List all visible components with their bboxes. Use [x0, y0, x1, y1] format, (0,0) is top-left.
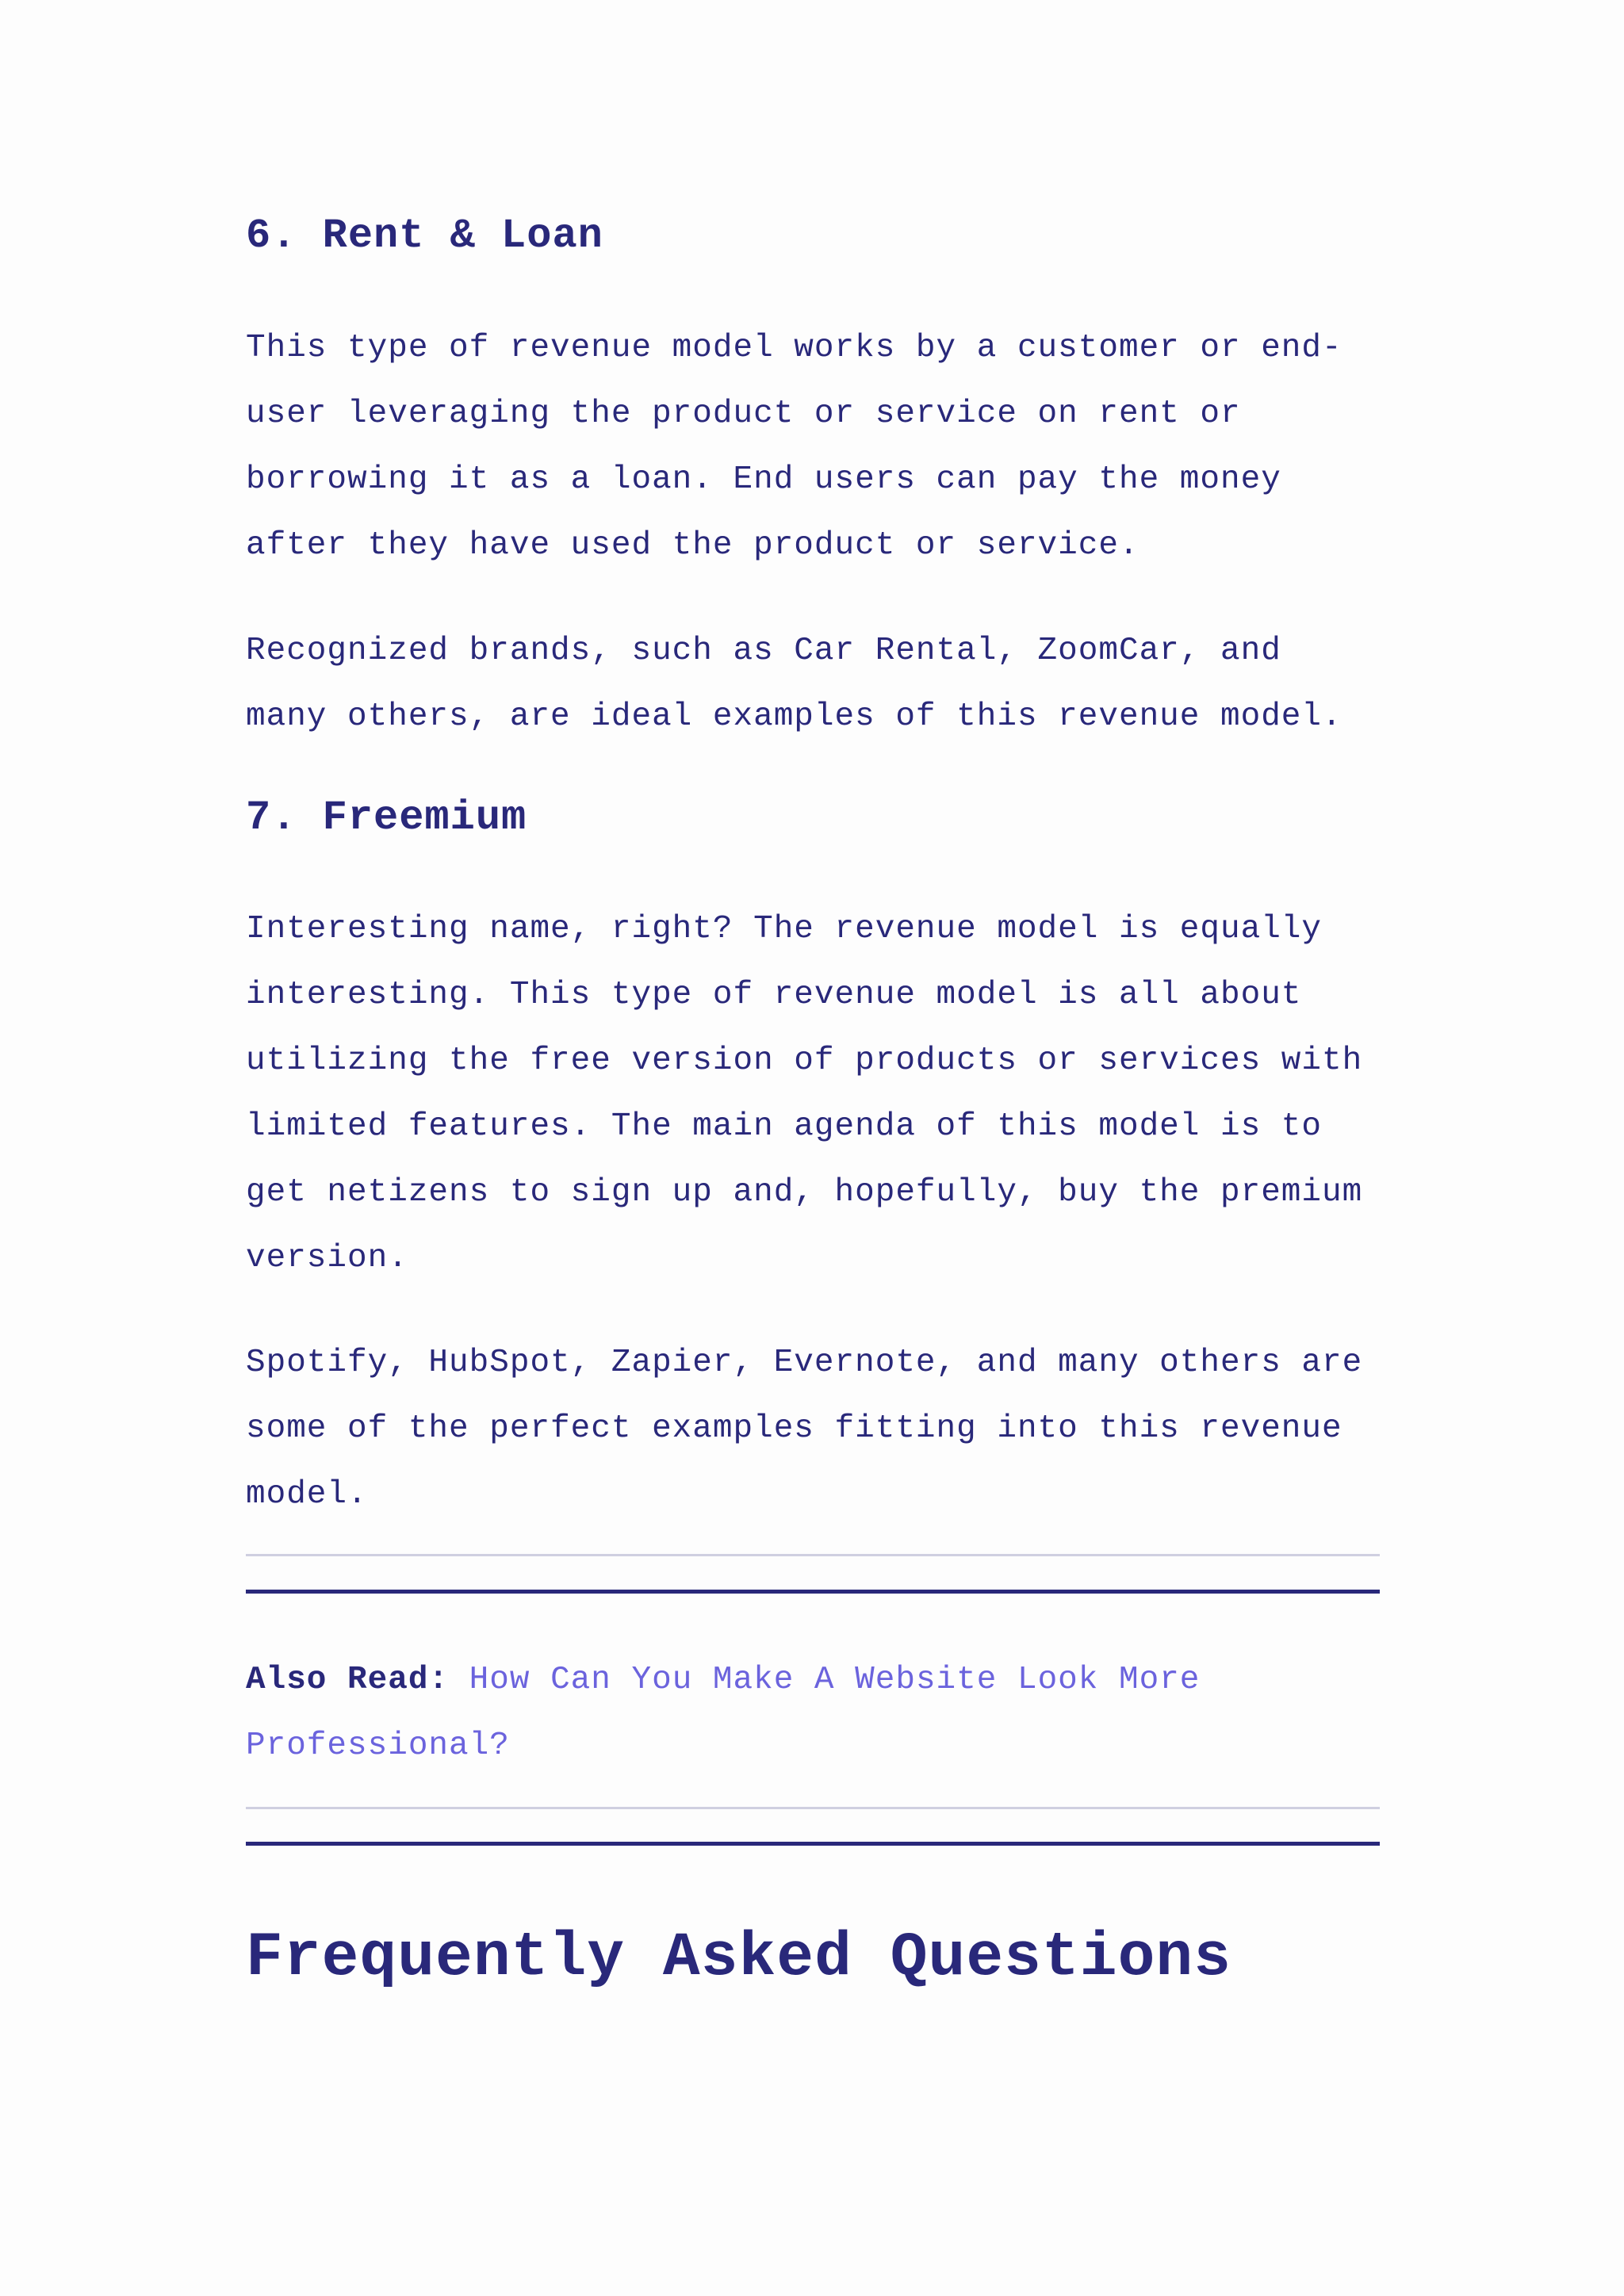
also-read-label: Also Read: — [246, 1662, 450, 1698]
divider-dark — [246, 1842, 1380, 1846]
text-line: user leveraging the product or service on rent or — [246, 396, 1241, 432]
text-line: limited features. The main agenda of this model is to — [246, 1108, 1323, 1145]
text-line: borrowing it as a loan. End users can pay the money — [246, 461, 1281, 498]
text-line: some of the perfect examples fitting into this revenue — [246, 1410, 1342, 1447]
text-line: version. — [246, 1240, 408, 1276]
faq-heading: Frequently Asked Questions — [246, 1923, 1231, 1993]
text-line: model. — [246, 1476, 368, 1513]
text-line: This type of revenue model works by a customer or end- — [246, 330, 1342, 366]
text-line: Interesting name, right? The revenue model is equally — [246, 911, 1323, 947]
text-line: interesting. This type of revenue model is all about — [246, 977, 1302, 1013]
paragraph-rent-description — [246, 316, 1342, 579]
text-line: many others, are ideal examples of this revenue model. — [246, 698, 1342, 735]
section-heading-rent-loan: 6. Rent & Loan — [246, 212, 603, 259]
paragraph-rent-examples — [246, 618, 1342, 750]
text-line: after they have used the product or service. — [246, 527, 1139, 564]
text-line: utilizing the free version of products or services with — [246, 1043, 1363, 1079]
divider-light — [246, 1554, 1380, 1556]
section-heading-freemium: 7. Freemium — [246, 794, 527, 841]
paragraph-freemium-examples — [246, 1330, 1362, 1528]
text-line: get netizens to sign up and, hopefully, buy the premium — [246, 1174, 1363, 1211]
also-read-box — [246, 1647, 1200, 1779]
text-line: Recognized brands, such as Car Rental, ZoomCar, and — [246, 633, 1281, 669]
paragraph-freemium-description — [246, 897, 1362, 1292]
also-read-link-continued[interactable]: Professional? — [246, 1728, 510, 1764]
divider-light — [246, 1807, 1380, 1809]
text-line: Spotify, HubSpot, Zapier, Evernote, and many others are — [246, 1345, 1363, 1381]
divider-dark — [246, 1590, 1380, 1594]
also-read-link[interactable]: How Can You Make A Website Look More — [469, 1662, 1201, 1698]
